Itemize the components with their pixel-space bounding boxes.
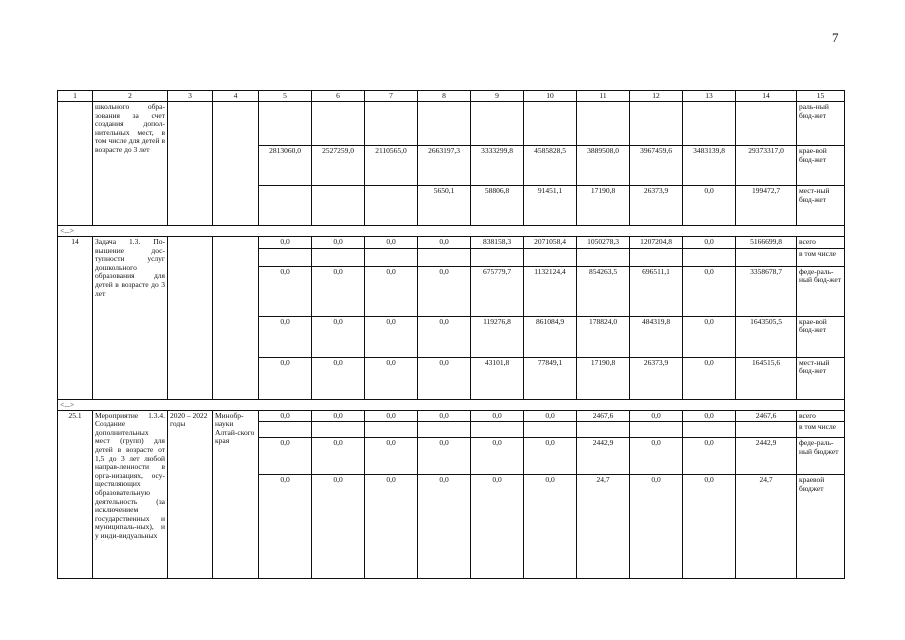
- header-cell: 13: [683, 91, 736, 102]
- table-cell: 0,0: [471, 438, 524, 475]
- budget-label: в том числе: [797, 422, 845, 438]
- table-cell: 0,0: [418, 237, 471, 249]
- page-number: 7: [832, 30, 839, 45]
- table-cell: 0,0: [471, 410, 524, 422]
- header-cell: 3: [168, 91, 213, 102]
- table-cell: 0,0: [312, 237, 365, 249]
- budget-label: феде-раль-ный бюджет: [797, 438, 845, 475]
- table-cell: 0,0: [630, 438, 683, 475]
- row-number-cell: [58, 102, 93, 226]
- header-cell: 10: [524, 91, 577, 102]
- table-cell: 0,0: [259, 475, 312, 579]
- executor-cell: Минобр-науки Алтай-ского края: [213, 410, 259, 579]
- header-cell: 1: [58, 91, 93, 102]
- table-cell: 0,0: [630, 475, 683, 579]
- table-cell: 0,0: [524, 438, 577, 475]
- table-cell: 0,0: [418, 266, 471, 316]
- table-cell: 0,0: [312, 357, 365, 399]
- table-cell: 0,0: [365, 438, 418, 475]
- table-cell: 0,0: [365, 475, 418, 579]
- table-cell: 2442,9: [577, 438, 630, 475]
- table-cell: 24,7: [577, 475, 630, 579]
- table-cell: 0,0: [365, 410, 418, 422]
- budget-label: мест-ный бюд-жет: [797, 186, 845, 226]
- table-cell: 17190,8: [577, 357, 630, 399]
- years-cell: [168, 237, 213, 400]
- budget-label: всего: [797, 237, 845, 249]
- table-cell: 0,0: [312, 475, 365, 579]
- table-cell: 0,0: [312, 410, 365, 422]
- task-text-cell: школьного обра-зования за счет создания допол-нительных мест, в том числе для детей в возрасте до 3 лет: [93, 102, 168, 226]
- table-cell: 0,0: [259, 410, 312, 422]
- table-cell: 0,0: [259, 316, 312, 357]
- table-row: [58, 102, 845, 146]
- table-row: [58, 237, 845, 249]
- table-cell: 58806,8: [471, 186, 524, 226]
- table-cell: 1207204,8: [630, 237, 683, 249]
- table-cell: 0,0: [683, 438, 736, 475]
- table-cell: 0,0: [259, 237, 312, 249]
- table-cell: 838158,3: [471, 237, 524, 249]
- table-cell: 3358678,7: [736, 266, 797, 316]
- table-cell: 0,0: [683, 475, 736, 579]
- header-cell: 8: [418, 91, 471, 102]
- table-cell: 0,0: [312, 266, 365, 316]
- table-cell: 0,0: [418, 410, 471, 422]
- table-cell: 861084,9: [524, 316, 577, 357]
- table-cell: 0,0: [259, 357, 312, 399]
- table-cell: 0,0: [471, 475, 524, 579]
- budget-label: мест-ный бюд-жет: [797, 357, 845, 399]
- table-cell: 0,0: [683, 316, 736, 357]
- table-cell: 0,0: [418, 357, 471, 399]
- row-number-cell: 14: [58, 237, 93, 400]
- table-cell: 91451,1: [524, 186, 577, 226]
- budget-label: раль-ный бюд-жет: [797, 102, 845, 146]
- table-cell: 0,0: [683, 237, 736, 249]
- table-cell: 178824,0: [577, 316, 630, 357]
- years-cell: 2020 – 2022 годы: [168, 410, 213, 579]
- table-cell: 2663197,3: [418, 146, 471, 186]
- table-cell: 0,0: [683, 357, 736, 399]
- table-cell: 4585828,5: [524, 146, 577, 186]
- task-text-cell: Задача 1.3. По-вышение дос-тупности услуг дошкольного образования для детей в возрасте до 3 лет: [93, 237, 168, 400]
- gap-row: [58, 226, 845, 237]
- header-row: [58, 91, 845, 102]
- table-cell: 0,0: [683, 410, 736, 422]
- budget-label: крае-вой бюд-жет: [797, 316, 845, 357]
- header-cell: 2: [93, 91, 168, 102]
- table-cell: 26373,9: [630, 186, 683, 226]
- table-row: [58, 410, 845, 422]
- budget-label: в том числе: [797, 248, 845, 266]
- table-cell: 0,0: [418, 438, 471, 475]
- table-cell: 1643505,5: [736, 316, 797, 357]
- header-cell: 15: [797, 91, 845, 102]
- table-cell: 2467,6: [736, 410, 797, 422]
- table-cell: 0,0: [524, 410, 577, 422]
- table-cell: 2813060,0: [259, 146, 312, 186]
- table-cell: 0,0: [630, 410, 683, 422]
- table-cell: 2527259,0: [312, 146, 365, 186]
- table-cell: 0,0: [312, 316, 365, 357]
- table-cell: 0,0: [365, 316, 418, 357]
- header-cell: 9: [471, 91, 524, 102]
- header-cell: 4: [213, 91, 259, 102]
- header-cell: 7: [365, 91, 418, 102]
- table-cell: 2071058,4: [524, 237, 577, 249]
- table-cell: 0,0: [365, 357, 418, 399]
- header-cell: 12: [630, 91, 683, 102]
- table-cell: 2467,6: [577, 410, 630, 422]
- table-cell: 5650,1: [418, 186, 471, 226]
- header-cell: 14: [736, 91, 797, 102]
- table-cell: 0,0: [259, 438, 312, 475]
- table-cell: 0,0: [683, 266, 736, 316]
- budget-label: всего: [797, 410, 845, 422]
- gap-row: [58, 399, 845, 410]
- budget-label: феде-раль-ный бюд-жет: [797, 266, 845, 316]
- table-cell: 0,0: [259, 266, 312, 316]
- executor-cell: [213, 102, 259, 226]
- table-cell: 1132124,4: [524, 266, 577, 316]
- table-cell: 2442,9: [736, 438, 797, 475]
- table-cell: 29373317,0: [736, 146, 797, 186]
- header-cell: 5: [259, 91, 312, 102]
- table-cell: 484319,8: [630, 316, 683, 357]
- table-cell: 119276,8: [471, 316, 524, 357]
- table-cell: 26373,9: [630, 357, 683, 399]
- table-cell: 0,0: [418, 475, 471, 579]
- table-cell: 0,0: [312, 438, 365, 475]
- table-cell: 696511,1: [630, 266, 683, 316]
- years-cell: [168, 102, 213, 226]
- table-cell: 3333299,8: [471, 146, 524, 186]
- header-cell: 11: [577, 91, 630, 102]
- table-cell: 24,7: [736, 475, 797, 579]
- table-cell: 0,0: [683, 186, 736, 226]
- table-cell: 43101,8: [471, 357, 524, 399]
- gap-marker: <...>: [58, 399, 845, 410]
- table-cell: 0,0: [365, 266, 418, 316]
- table-cell: 1050278,3: [577, 237, 630, 249]
- table-cell: 2110565,0: [365, 146, 418, 186]
- table-cell: 5166699,8: [736, 237, 797, 249]
- header-cell: 6: [312, 91, 365, 102]
- table-cell: 854263,5: [577, 266, 630, 316]
- budget-table: [57, 90, 845, 579]
- task-text-cell: Мероприятие 1.3.4. Создание дополнительных мест (групп) для детей в возрасте от 1,5 до 3 лет любой направ-ленности в орга-низациях, осу-ществляющих образовательную деятельность (за исключением государственных и муниципаль-ных), и у инди-видуальных: [93, 410, 168, 579]
- row-number-cell: 25.1: [58, 410, 93, 579]
- table-cell: 199472,7: [736, 186, 797, 226]
- executor-cell: [213, 237, 259, 400]
- table-cell: 0,0: [418, 316, 471, 357]
- table-cell: 675779,7: [471, 266, 524, 316]
- table-cell: 3967459,6: [630, 146, 683, 186]
- budget-label: крае-вой бюд-жет: [797, 146, 845, 186]
- table-cell: 164515,6: [736, 357, 797, 399]
- table-cell: 3889508,0: [577, 146, 630, 186]
- table-cell: 17190,8: [577, 186, 630, 226]
- gap-marker: <...>: [58, 226, 845, 237]
- table-cell: 0,0: [524, 475, 577, 579]
- table-cell: 0,0: [365, 237, 418, 249]
- table-cell: 77849,1: [524, 357, 577, 399]
- budget-label: краевой бюджет: [797, 475, 845, 579]
- table-cell: 3483139,8: [683, 146, 736, 186]
